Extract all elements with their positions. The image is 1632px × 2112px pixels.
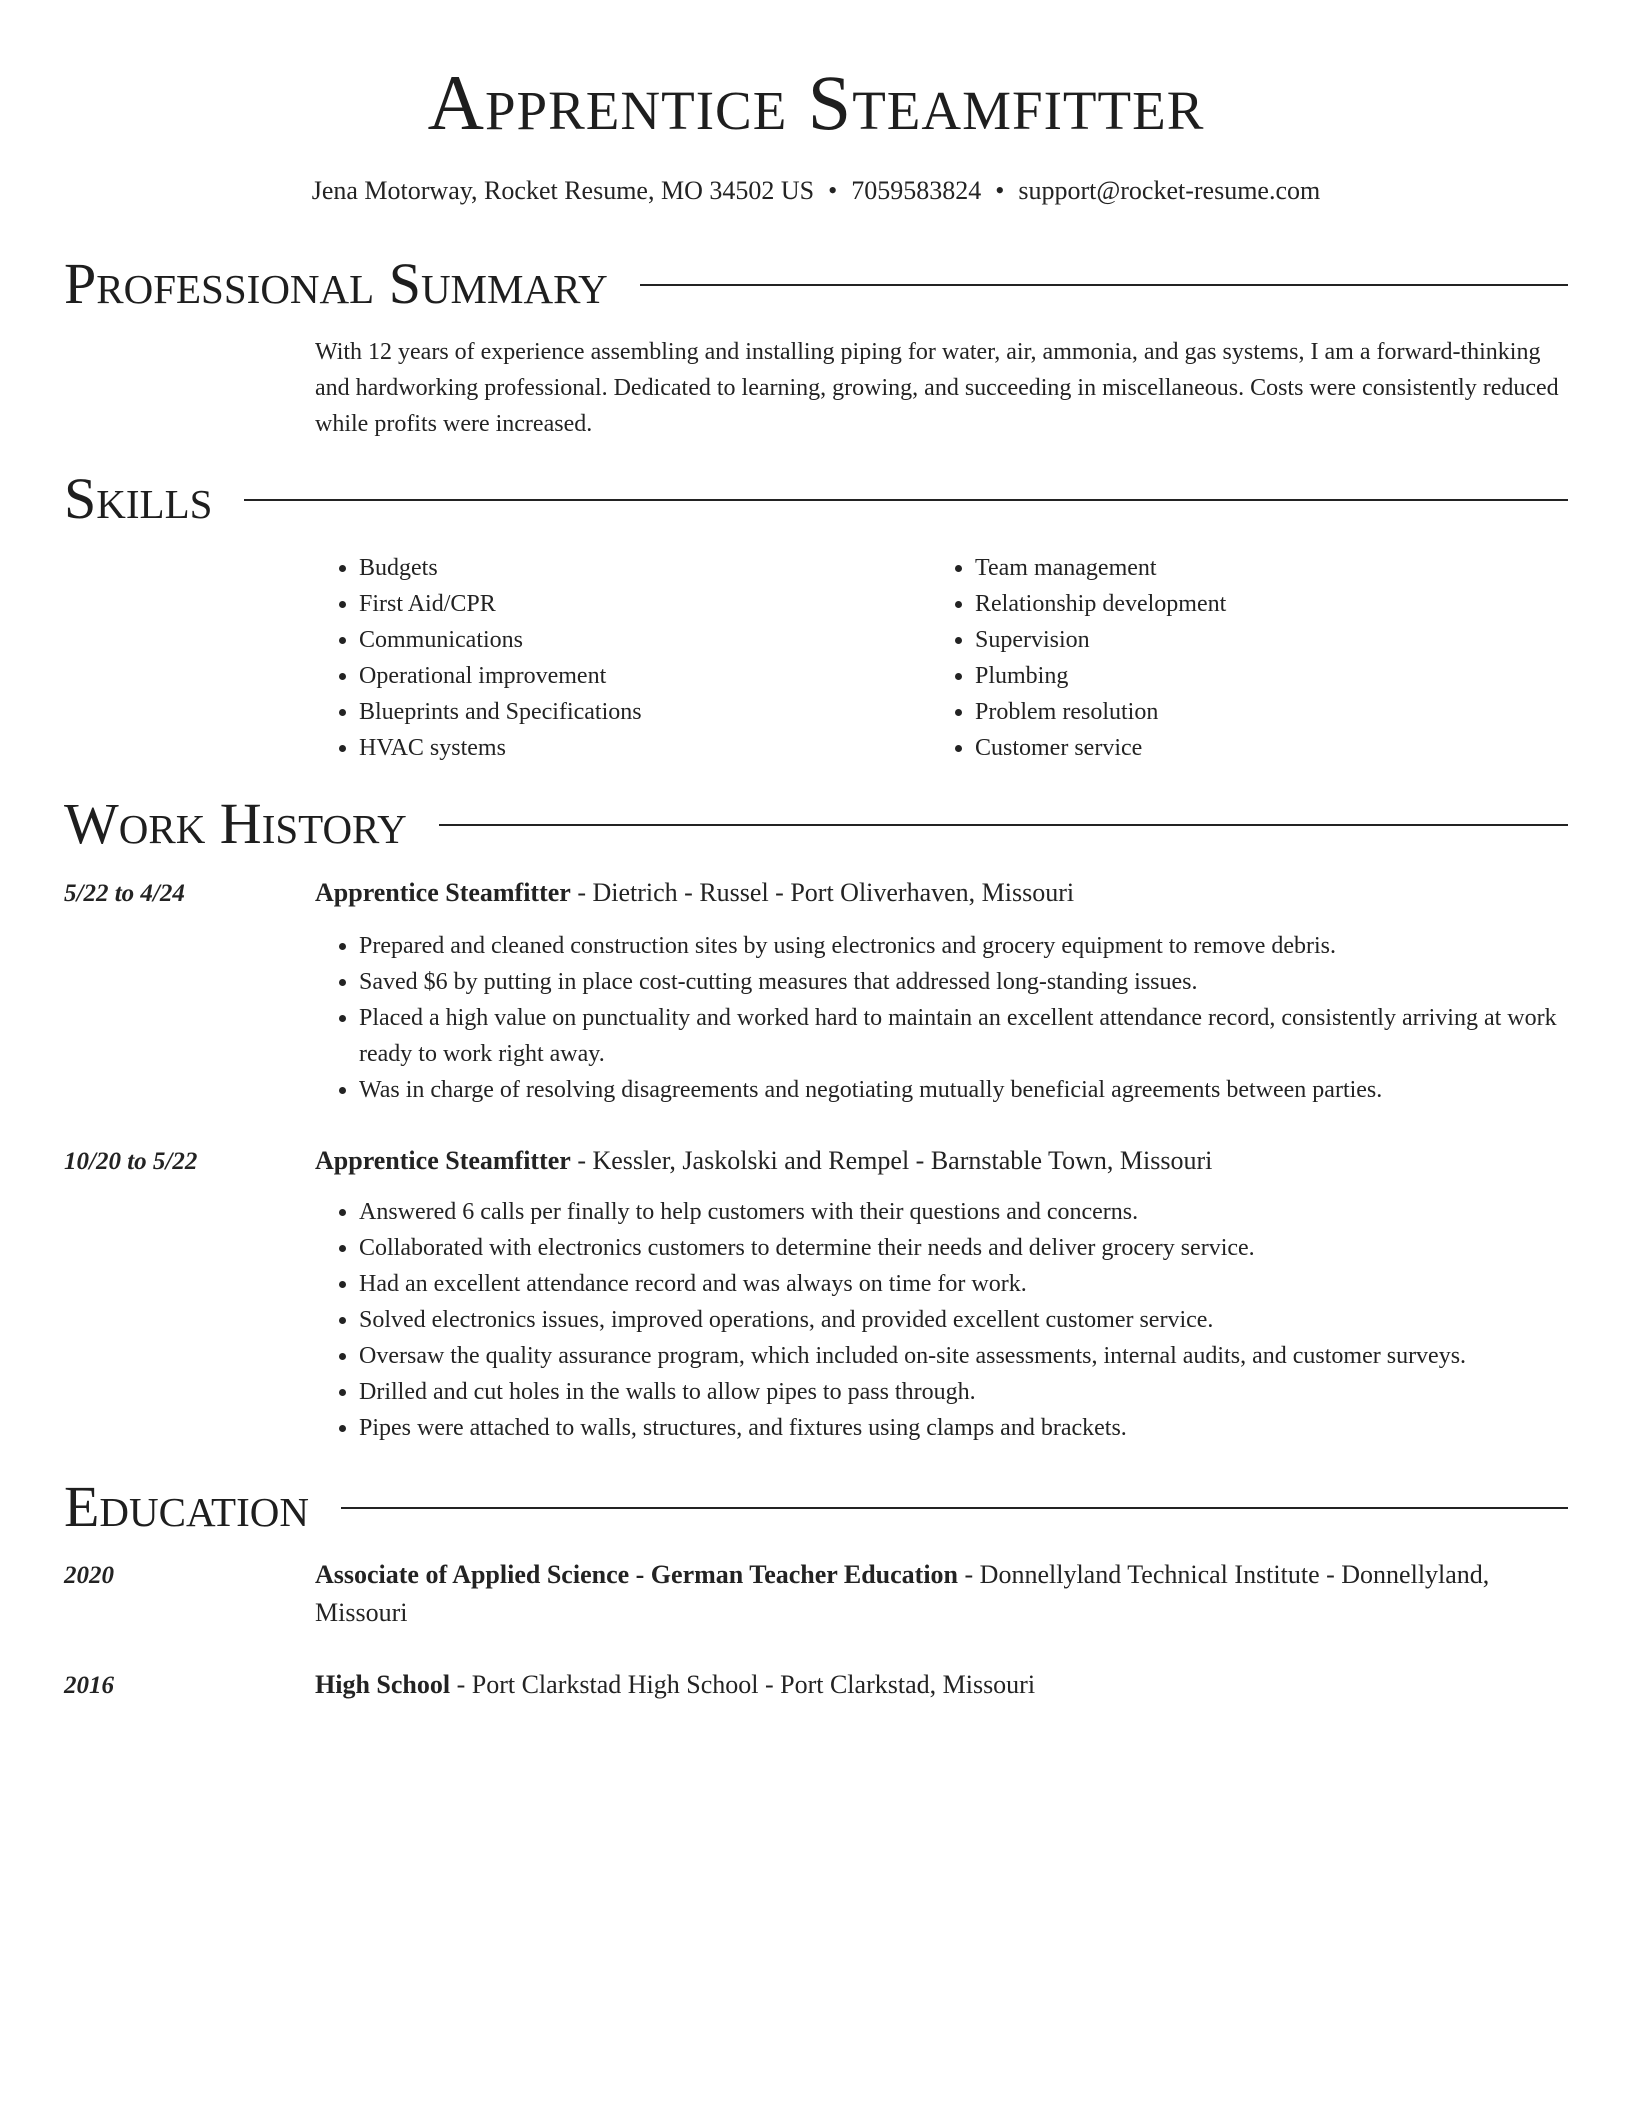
job-bullet: • Pipes were attached to walls, structures, and fixtures using clamps and brackets.	[359, 1410, 1568, 1446]
contact-email: support@rocket-resume.com	[1018, 176, 1321, 205]
summary-body	[315, 334, 1568, 442]
education-year: 2020	[64, 1562, 114, 1589]
job-bullet: • Drilled and cut holes in the walls to allow pipes to pass through.	[359, 1374, 1568, 1410]
education-degree: Associate of Applied Science - German Teacher Education	[315, 1560, 959, 1589]
education-school-location: - Port Clarkstad High School - Port Clarkstad, Missouri	[450, 1670, 1036, 1699]
job-entry	[315, 1142, 1568, 1446]
skill-item: • Communications	[359, 622, 931, 658]
contact-separator: •	[828, 176, 838, 205]
work-heading: Work History	[64, 791, 407, 856]
job-heading	[315, 1142, 1568, 1180]
education-degree: High School	[315, 1670, 451, 1699]
job-bullet: • Oversaw the quality assurance program, which included on-site assessments, internal audits, and customer surveys.	[359, 1338, 1568, 1374]
summary-text: With 12 years of experience assembling and installing piping for water, air, ammonia, and gas systems, I am a forward-thinking and hardworking professional. Dedicated to learning, growing, and succeeding in miscellaneous. Costs were consistently reduced while profits were increased.	[315, 339, 1559, 437]
job-bullets	[315, 1194, 1568, 1446]
education-section-header	[64, 1475, 1568, 1539]
job-entry	[315, 874, 1568, 1108]
skill-item: • Relationship development	[975, 586, 1547, 622]
contact-separator: •	[995, 176, 1005, 205]
education-entry	[315, 1556, 1568, 1632]
skill-item: • Plumbing	[975, 658, 1547, 694]
skill-item: • Blueprints and Specifications	[359, 694, 931, 730]
skills-list-left	[315, 550, 931, 766]
skill-item: • Supervision	[975, 622, 1547, 658]
work-section-header	[64, 792, 1568, 856]
education-year: 2016	[64, 1672, 114, 1699]
job-dates: 5/22 to 4/24	[64, 880, 185, 907]
education-heading: Education	[64, 1474, 309, 1539]
section-divider	[244, 499, 1568, 501]
skill-item: • Customer service	[975, 730, 1547, 766]
summary-heading: Professional Summary	[64, 251, 608, 316]
skill-item: • Problem resolution	[975, 694, 1547, 730]
education-heading	[315, 1556, 1568, 1632]
job-bullet: • Was in charge of resolving disagreements and negotiating mutually beneficial agreements between parties.	[359, 1072, 1568, 1108]
skill-item: • HVAC systems	[359, 730, 931, 766]
job-bullet: • Solved electronics issues, improved operations, and provided excellent customer service.	[359, 1302, 1568, 1338]
job-bullet: • Placed a high value on punctuality and worked hard to maintain an excellent attendance record, consistently arriving at work ready to work right away.	[359, 1000, 1568, 1072]
job-bullet: • Had an excellent attendance record and was always on time for work.	[359, 1266, 1568, 1302]
skills-section-header	[64, 467, 1568, 531]
skill-item: • Operational improvement	[359, 658, 931, 694]
job-title: Apprentice Steamfitter	[315, 1146, 571, 1175]
skill-item: • Budgets	[359, 550, 931, 586]
contact-address: Jena Motorway, Rocket Resume, MO 34502 US	[311, 176, 815, 205]
job-bullet: • Prepared and cleaned construction sites by using electronics and grocery equipment to remove debris.	[359, 928, 1568, 964]
contact-phone: 7059583824	[851, 176, 982, 205]
candidate-name: Apprentice Steamfitter	[427, 59, 1205, 146]
job-bullet: • Answered 6 calls per finally to help customers with their questions and concerns.	[359, 1194, 1568, 1230]
job-bullet: • Saved $6 by putting in place cost-cutting measures that addressed long-standing issues.	[359, 964, 1568, 1000]
section-divider	[341, 1507, 1568, 1509]
summary-section-header	[64, 252, 1568, 316]
skill-item: • First Aid/CPR	[359, 586, 931, 622]
education-school-location: - Donnellyland Technical Institute - Donnellyland, Missouri	[315, 1560, 1490, 1627]
contact-line	[64, 174, 1568, 208]
job-heading	[315, 874, 1568, 912]
skills-list-right	[931, 550, 1547, 766]
job-bullet: • Collaborated with electronics customers to determine their needs and deliver grocery service.	[359, 1230, 1568, 1266]
skill-item: • Team management	[975, 550, 1547, 586]
job-dates: 10/20 to 5/22	[64, 1148, 198, 1175]
job-company-location: - Kessler, Jaskolski and Rempel - Barnstable Town, Missouri	[570, 1146, 1213, 1175]
skills-heading: Skills	[64, 466, 213, 531]
job-bullets	[315, 928, 1568, 1108]
education-entry	[315, 1666, 1568, 1704]
skills-body	[315, 550, 1568, 766]
education-heading	[315, 1666, 1568, 1704]
section-divider	[439, 824, 1568, 826]
job-title: Apprentice Steamfitter	[315, 878, 571, 907]
section-divider	[640, 284, 1568, 286]
skills-grid	[315, 550, 1568, 766]
job-company-location: - Dietrich - Russel - Port Oliverhaven, Missouri	[570, 878, 1075, 907]
